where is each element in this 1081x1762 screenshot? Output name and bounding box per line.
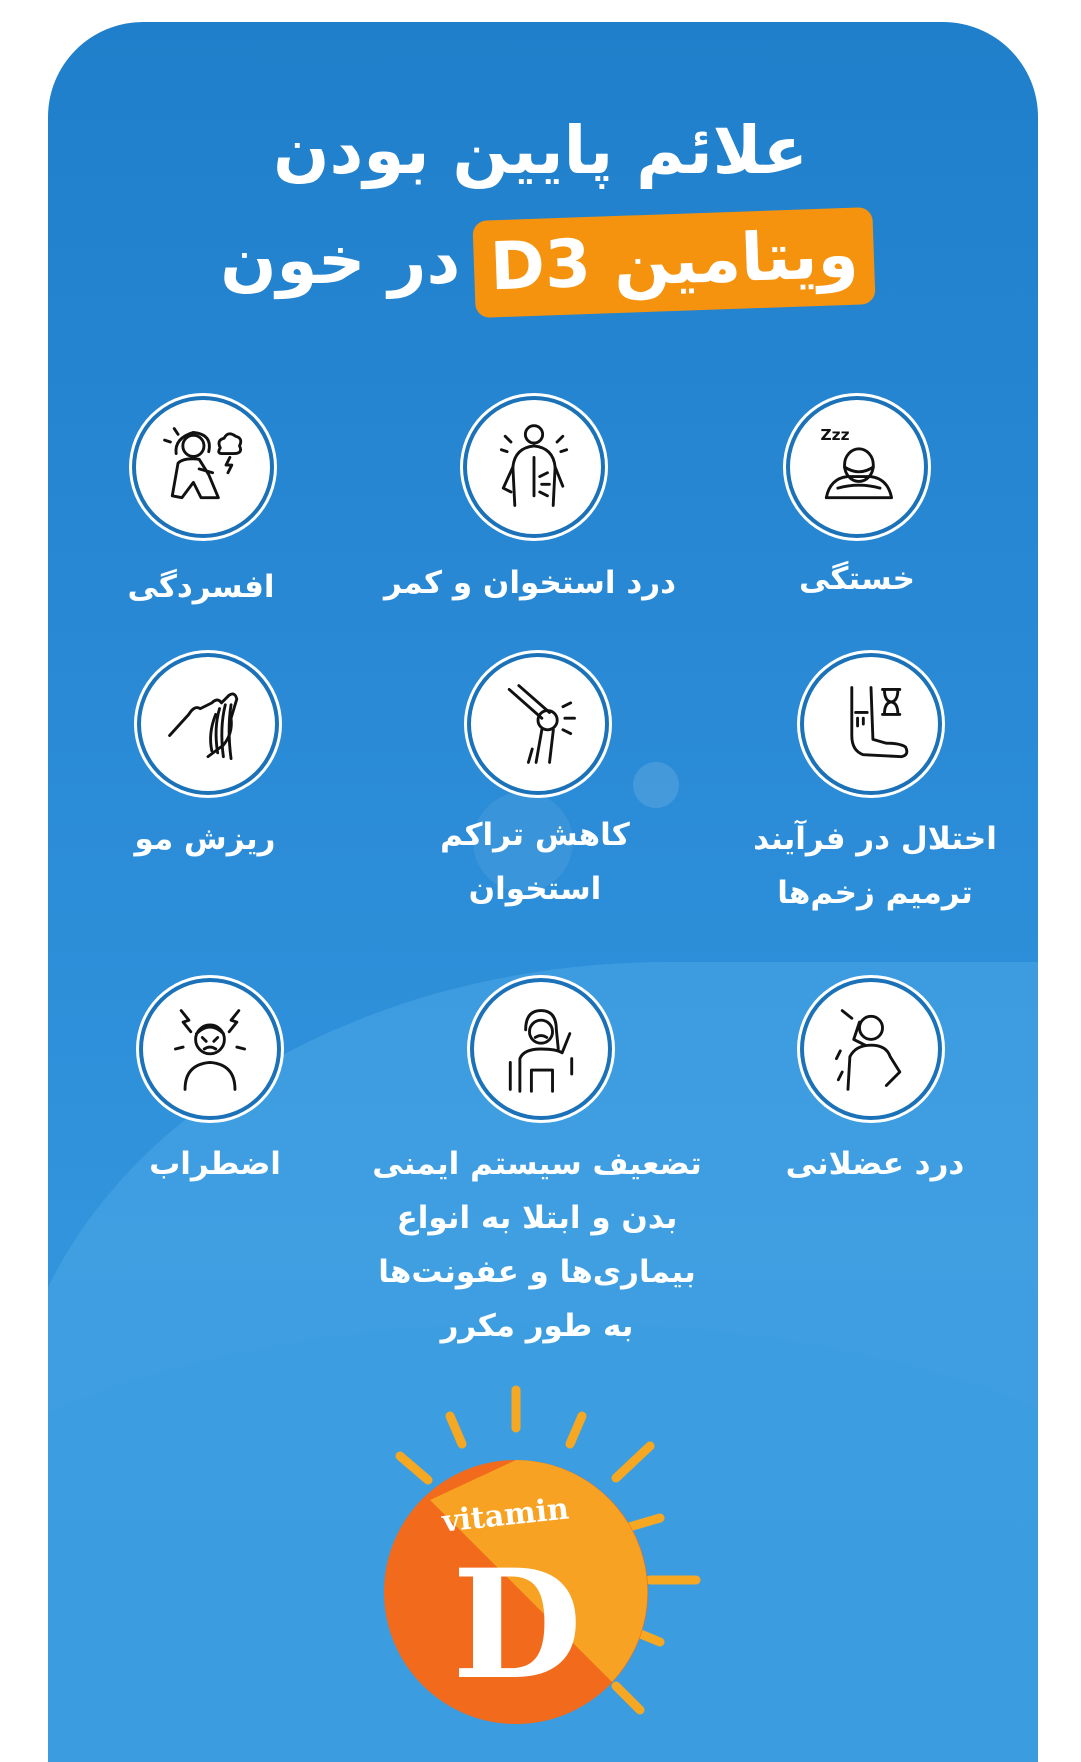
vitamin-d-logo [350, 1380, 730, 1750]
svg-text:Zzz: Zzz [820, 426, 850, 445]
wound-foot-icon [800, 653, 942, 795]
symptom-label-depression: افسردگی [127, 569, 275, 605]
logo-letter-d: D [452, 1537, 583, 1713]
hair-loss-icon [137, 653, 279, 795]
symptom-label-weak-immunity: تضعیف سیستم ایمنی بدن و ابتلا به انواع بیماری‌ها و عفونت‌ها به طور مکرر [372, 1146, 702, 1344]
back-pain-icon [463, 396, 605, 538]
knee-joint-icon [467, 653, 609, 795]
sleeping-person-icon [786, 396, 928, 538]
neck-pain-icon [800, 978, 942, 1120]
symptom-label-bone-back-pain: درد استخوان و کمر [383, 565, 677, 601]
anxious-person-icon [139, 978, 281, 1120]
depressed-person-icon [132, 396, 274, 538]
title-line-1: علائم پایین بودن [273, 112, 808, 189]
symptom-label-anxiety: اضطراب [149, 1146, 281, 1182]
logo-vitamin-text: vitamin [440, 1491, 571, 1540]
title-rest: در خون [220, 222, 461, 299]
symptom-label-hair-loss: ریزش مو [134, 821, 276, 857]
symptom-label-bone-density: کاهش تراکم استخوان [440, 817, 630, 907]
symptom-label-fatigue: خستگی [799, 561, 915, 597]
sick-person-icon [470, 978, 612, 1120]
title-highlight: ویتامین D3 [473, 207, 877, 318]
symptom-label-muscle-pain: درد عضلانی [785, 1146, 965, 1182]
decorative-bubble [633, 762, 679, 808]
symptom-label-wound-healing: اختلال در فرآیند ترمیم زخم‌ها [753, 821, 997, 911]
title-line-2 [0, 214, 1081, 311]
